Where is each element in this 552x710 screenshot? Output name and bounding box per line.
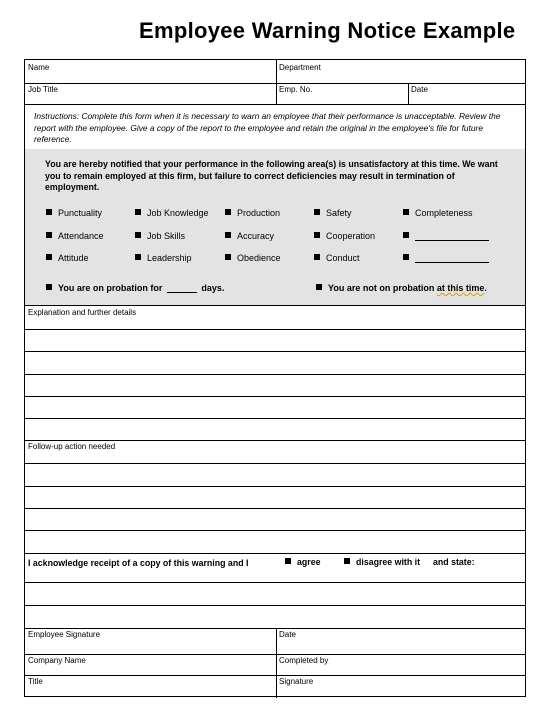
employee-signature-label: Employee Signature [28,630,101,639]
checkbox-attendance[interactable]: Attendance [46,231,104,241]
checkbox-square-icon [135,254,141,260]
checkbox-square-icon [46,209,52,215]
writing-line [25,605,525,606]
checkbox-cooperation[interactable]: Cooperation [314,231,375,241]
writing-line [25,582,525,583]
divider [25,553,525,554]
and-state-label: and state: [433,557,475,567]
checkbox-other-1[interactable] [403,231,489,241]
writing-line [25,351,525,352]
checkbox-disagree[interactable]: disagree with it [344,557,420,567]
writing-line [25,396,525,397]
checkbox-on-probation[interactable]: You are on probation for days. [46,283,224,293]
writing-line [25,530,525,531]
divider [25,440,525,441]
page-title: Employee Warning Notice Example [139,18,516,43]
divider [25,628,525,629]
writing-line [25,418,525,419]
checkbox-square-icon [285,558,291,564]
other-area-blank-1[interactable] [415,232,489,241]
followup-label: Follow-up action needed [28,442,116,451]
checkbox-square-icon [403,254,409,260]
checkbox-square-icon [225,254,231,260]
checkbox-attitude[interactable]: Attitude [46,253,89,263]
checkbox-agree[interactable]: agree [285,557,320,567]
department-field-label: Department [279,63,321,72]
checkbox-square-icon [46,284,52,290]
checkbox-square-icon [135,232,141,238]
divider [25,654,525,655]
checkbox-conduct[interactable]: Conduct [314,253,360,263]
performance-panel [25,149,525,305]
title-field-label: Title [28,677,43,686]
warning-form [24,59,526,697]
acknowledge-statement: I acknowledge receipt of a copy of this warning and I [28,558,249,568]
signature-date-label: Date [279,630,296,639]
other-area-blank-2[interactable] [415,254,489,263]
completed-by-label: Completed by [279,656,329,665]
checkbox-square-icon [316,284,322,290]
divider [408,83,409,104]
checkbox-square-icon [225,209,231,215]
checkbox-job-knowledge[interactable]: Job Knowledge [135,208,209,218]
checkbox-square-icon [46,254,52,260]
writing-line [25,374,525,375]
writing-line [25,329,525,330]
date-field-label: Date [411,85,428,94]
checkbox-leadership[interactable]: Leadership [135,253,192,263]
checkbox-square-icon [314,254,320,260]
divider [25,104,525,105]
job-title-field-label: Job Title [28,85,58,94]
checkbox-square-icon [46,232,52,238]
divider [25,675,525,676]
checkbox-not-on-probation[interactable]: You are not on probation at this time. [316,283,487,293]
signature-field-label: Signature [279,677,314,686]
checkbox-punctuality[interactable]: Punctuality [46,208,102,218]
divider [25,305,525,306]
emp-no-field-label: Emp. No. [279,85,313,94]
checkbox-completeness[interactable]: Completeness [403,208,473,218]
checkbox-square-icon [403,209,409,215]
company-name-label: Company Name [28,656,86,665]
checkbox-square-icon [135,209,141,215]
notice-text: You are hereby notified that your performance in the following area(s) is unsatisfactory at this time. We want you to remain employed at this firm, but failure to correct deficiencies may result in termination of employment. [45,159,498,192]
checkbox-square-icon [225,232,231,238]
name-field-label: Name [28,63,50,72]
checkbox-accuracy[interactable]: Accuracy [225,231,274,241]
checkbox-obedience[interactable]: Obedience [225,253,281,263]
checkbox-square-icon [344,558,350,564]
probation-days-blank[interactable] [167,284,197,293]
checkbox-square-icon [314,232,320,238]
writing-line [25,508,525,509]
checkbox-other-2[interactable] [403,253,489,263]
checkbox-square-icon [403,232,409,238]
divider [25,83,525,84]
divider [276,60,277,104]
writing-line [25,463,525,464]
instructions-text: Instructions: Complete this form when it is necessary to warn an employee that their performance is unacceptable. Review the report with the employee. Give a copy of the report to the employee and retain the original in the employee's file for future reference. [34,111,501,144]
writing-line [25,486,525,487]
checkbox-square-icon [314,209,320,215]
explanation-label: Explanation and further details [28,308,137,317]
checkbox-job-skills[interactable]: Job Skills [135,231,185,241]
checkbox-production[interactable]: Production [225,208,280,218]
checkbox-safety[interactable]: Safety [314,208,352,218]
divider [276,628,277,698]
